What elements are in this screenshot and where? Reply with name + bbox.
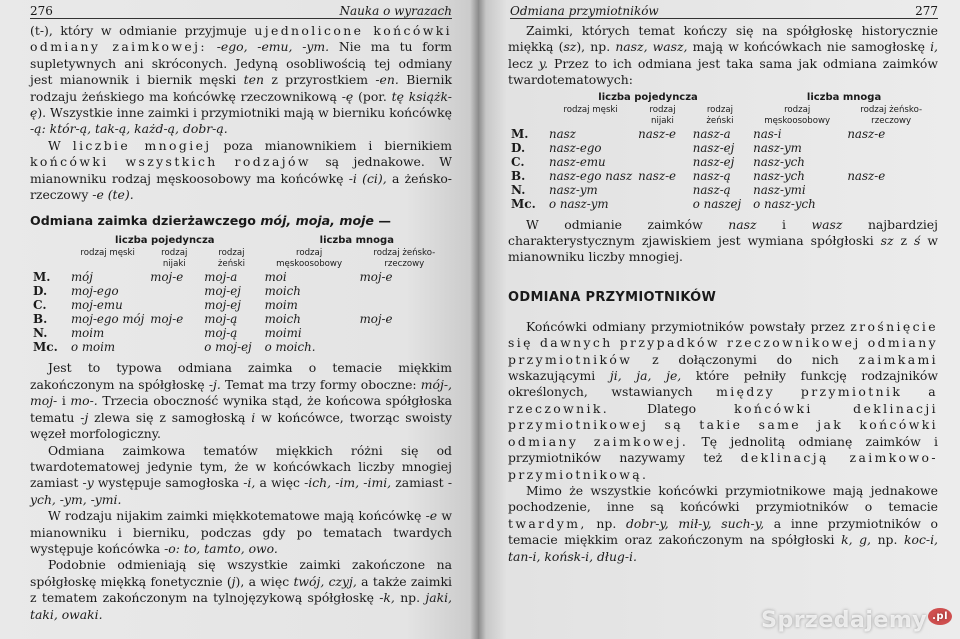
- table-row: [30, 340, 452, 354]
- text-run: twój, czyj,: [293, 573, 357, 589]
- text-run: jaki, taki, owaki.: [30, 590, 452, 622]
- text-run: ten: [243, 72, 264, 88]
- text-run: ji, ja, je,: [609, 368, 682, 384]
- text-run: nasz, wasz,: [615, 39, 688, 55]
- table-cell: nasz-ą: [692, 168, 731, 183]
- gender-subheader: rodzaj żeńsko-rzeczowy: [860, 104, 923, 126]
- table-cell: nasz-e: [638, 126, 677, 141]
- table-cell: nasz-ej: [692, 140, 735, 155]
- table-cell: o nasz-ych: [753, 196, 816, 211]
- text-run: -ą: któr-ą, tak-ą, każd-ą, dobr-ą.: [30, 121, 228, 137]
- table-cell: [357, 340, 452, 354]
- text-run: poza mianownikiem i biernikiem: [211, 137, 452, 153]
- table-cell: moj-e: [150, 312, 184, 327]
- left-running-title: Nauka o wyrazach: [339, 4, 452, 18]
- table-cell: nasz-e: [847, 126, 886, 141]
- table-cell: nasz-ego nasz: [549, 168, 633, 183]
- table-cell: nasz-e: [847, 168, 886, 183]
- text-run: -e (te).: [92, 187, 134, 203]
- text-run: między przymiotnik a rzeczownik.: [508, 384, 938, 416]
- text-run: zamiast: [391, 475, 448, 491]
- gender-subheader: rodzaj męskoosobowy: [276, 248, 343, 270]
- table-cell: [147, 326, 201, 340]
- table-cell: moj-a: [204, 270, 238, 285]
- table-cell: nasz-ym: [549, 182, 598, 197]
- table-cell: nasz-ego: [549, 140, 602, 155]
- right-page: [478, 0, 960, 639]
- text-run: (t-), który w odmianie przyjmuje: [30, 23, 255, 38]
- text-run: z przyrostkiem: [263, 72, 376, 88]
- text-run: zlewa się z samogłoską: [88, 409, 252, 425]
- text-run: deklinacją zaimkowo-przymiotnikową.: [508, 450, 938, 482]
- text-run: np.: [394, 590, 426, 606]
- table-cell: moj-e: [359, 312, 393, 327]
- table-cell: moich: [264, 312, 301, 327]
- text-run: końcówki deklinacji przymiotnikowej są takie same jak końcówki odmiany zaimkowej.: [508, 400, 938, 449]
- text-run: i,: [930, 39, 938, 55]
- left-page: [0, 0, 478, 639]
- left-paragraph-5: [30, 508, 452, 557]
- text-run: nasz: [728, 216, 757, 232]
- case-label: M.: [33, 270, 51, 285]
- table-cell: o moim: [71, 340, 116, 355]
- table-cell: moj-e: [359, 270, 393, 285]
- watermark-logo: [761, 608, 952, 633]
- text-run: Podobnie odmieniają się wszystkie zaimki zakończone na spółgłoskę miękką fonetycznie (: [30, 557, 452, 589]
- table-cell: moim: [71, 326, 105, 341]
- text-run: -k,: [379, 590, 395, 606]
- case-label: Mc.: [511, 196, 536, 211]
- text-run: twardym,: [508, 515, 587, 531]
- table-cell: nasz-emu: [549, 154, 606, 169]
- table-cell: nasz-ą: [692, 182, 731, 197]
- text-run: -o: to, tamto, owo.: [164, 540, 278, 556]
- text-run: mój-, moj-: [30, 376, 452, 409]
- table-cell: moj-emu: [71, 298, 123, 313]
- text-run: Biernik rodzaju żeńskiego ma końcówkę rzeczownikową: [30, 72, 452, 104]
- text-run: wskazującymi: [508, 368, 610, 384]
- table-row: [508, 197, 938, 211]
- text-run: końcówki wszystkich rodzajów: [30, 154, 311, 170]
- text-run: Końcówki odmiany przymiotników powstały przez: [526, 318, 851, 334]
- text-run: zaimkami: [858, 351, 938, 367]
- text-run: [207, 39, 217, 54]
- text-run: które pełniły funkcję rodzajników określonych, wstawianych: [508, 368, 938, 400]
- gender-subheader: rodzaj nijaki: [161, 248, 188, 270]
- gender-subheader: rodzaj żeńsko-rzeczowy: [373, 248, 436, 270]
- left-declension-table: [30, 234, 452, 354]
- text-run: Jest to typowa odmiana zaimka o temacie miękkim zakończonym na spółgłoskę: [30, 360, 452, 392]
- text-run: ś: [914, 233, 921, 249]
- text-run: Trzecia oboczność wynika stąd, że końcowa spółgłoska tematu: [30, 393, 452, 425]
- left-paragraph-2: [30, 138, 452, 204]
- table-cell: [357, 298, 452, 312]
- text-run: mój, moja, moje: [260, 213, 374, 229]
- table-cell: moj-ą: [204, 326, 238, 341]
- table-cell: moj-ego: [71, 284, 119, 299]
- text-run: Nie ma tu form supletywnych ani skróconych. Jedyną osobliwością tej odmiany jest mianownik i biernik męski: [30, 39, 452, 88]
- text-run: i: [251, 409, 256, 425]
- table-cell: nasz: [549, 126, 576, 141]
- text-run: ), np.: [576, 39, 616, 55]
- text-run: y.: [538, 55, 549, 71]
- case-label: C.: [511, 154, 525, 169]
- text-run: Odmiana zaimka dzierżawczego: [30, 213, 261, 229]
- case-label: B.: [33, 312, 48, 327]
- text-run: sz: [880, 233, 894, 249]
- text-run: -y: [82, 475, 94, 491]
- text-run: -i,: [243, 475, 256, 491]
- text-run: lecz: [508, 55, 539, 71]
- gender-subheader: rodzaj męski: [80, 248, 135, 259]
- text-run: Temat ma trzy formy oboczne:: [220, 376, 421, 392]
- text-run: Odmiana zaimkowa tematów miękkich różni się od twardotematowej jedynie tym, że w końcówkach liczby mnogiej zamiast: [30, 442, 452, 491]
- table-cell: nasz-ych: [753, 168, 805, 183]
- text-run: -en.: [375, 72, 399, 88]
- gender-subheader: rodzaj męskoosobowy: [764, 104, 831, 126]
- right-paragraph-2: [508, 217, 938, 266]
- text-run: W rodzaju nijakim zaimki miękkotematowe mają końcówkę: [48, 508, 426, 524]
- table-cell: nasz-ym: [753, 140, 802, 155]
- table-cell: moi: [264, 270, 287, 285]
- watermark-text: Sprzedajemy: [761, 608, 928, 633]
- table-row: [30, 312, 452, 326]
- table-cell: [147, 298, 201, 312]
- case-label: N.: [511, 182, 526, 197]
- text-run: ). Wszystkie inne zaimki i przymiotniki mają w bierniku końcówkę: [37, 105, 452, 121]
- text-run: Mimo że wszystkie końcówki przymiotnikowe mają jednakowe pochodzenie, inne są końcówki przymiotników o temacie: [508, 482, 938, 515]
- text-run: (por.: [353, 88, 392, 104]
- text-run: Dlatego: [609, 400, 735, 416]
- text-run: -j: [80, 409, 89, 425]
- text-run: a także zaimki z tematem zakończonym na tylnojęzykową spółgłoskę: [30, 573, 452, 606]
- text-run: a więc: [255, 475, 305, 491]
- text-run: ), a więc: [235, 573, 294, 589]
- table-cell: [635, 197, 690, 211]
- text-run: najbardziej charakterystycznym zjawiskiem jest wymiana spółgłoski: [508, 216, 938, 249]
- table-cell: moj-ą: [204, 312, 238, 327]
- right-declension-table: [508, 91, 938, 211]
- text-run: sz: [563, 39, 577, 55]
- text-run: ujednolicone końcówki odmiany zaimkowej:: [30, 23, 452, 55]
- text-run: wasz: [811, 216, 843, 232]
- text-run: —: [373, 213, 391, 229]
- table-row: [508, 127, 938, 141]
- table-cell: moj-ej: [204, 298, 241, 313]
- left-table-title: [30, 213, 452, 228]
- text-run: np.: [586, 515, 626, 531]
- left-running-head: [30, 0, 452, 19]
- text-run: z dołączonymi do nich: [632, 351, 859, 367]
- table-cell: [357, 326, 452, 340]
- section-heading: ODMIANA PRZYMIOTNIKÓW: [508, 289, 717, 305]
- text-run: Tę jednolitą odmianę zaimków i przymiotników nazywamy też: [508, 433, 938, 466]
- table-cell: [844, 197, 938, 211]
- text-run: zrośnięcie się dawnych przypadków rzeczownikowej odmiany przymiotników: [508, 318, 938, 367]
- table-row: [30, 270, 452, 284]
- right-page-number: 277: [915, 4, 938, 18]
- left-paragraph-3: [30, 360, 452, 442]
- text-run: Przez to ich odmiana jest taka sama jak odmiana zaimków twardotematowych:: [508, 55, 938, 88]
- case-label: C.: [33, 298, 47, 313]
- table-cell: [844, 155, 938, 169]
- text-run: Zaimki, których temat kończy się na spółgłoskę historycznie miękką (: [508, 23, 938, 55]
- table-row: [30, 284, 452, 298]
- table-cell: [635, 141, 690, 155]
- text-run: np.: [871, 532, 904, 548]
- table-cell: nas-i: [753, 126, 782, 141]
- table-cell: o moich.: [264, 340, 316, 355]
- text-run: W odmianie zaimków: [526, 216, 729, 232]
- table-cell: nasz-e: [638, 168, 677, 183]
- right-running-head: [510, 0, 938, 19]
- left-paragraph-1: [30, 23, 452, 138]
- table-cell: nasz-ej: [692, 154, 735, 169]
- table-cell: nasz-ymi: [753, 182, 806, 197]
- gender-subheader: rodzaj żeński: [217, 248, 245, 270]
- table-cell: [844, 183, 938, 197]
- gender-subheader: rodzaj nijaki: [649, 104, 676, 126]
- text-run: j: [231, 573, 236, 589]
- table-cell: moimi: [264, 326, 302, 341]
- text-run: występuje samogłoska: [93, 475, 244, 491]
- table-cell: o naszej: [692, 196, 742, 211]
- left-paragraph-6: [30, 557, 452, 623]
- case-label: B.: [511, 168, 526, 183]
- text-run: -ich, -im, -imi,: [304, 475, 392, 491]
- right-paragraph-1: [508, 23, 938, 89]
- table-cell: moim: [264, 298, 298, 313]
- text-run: i: [756, 216, 812, 232]
- table-row: [508, 169, 938, 183]
- text-run: dobr-y, mił-y, such-y,: [625, 515, 765, 531]
- table-cell: moj-e: [150, 270, 184, 285]
- watermark-suffix: .pl: [928, 608, 952, 625]
- plural-header: liczba mnoga: [806, 91, 882, 103]
- plural-header: liczba mnoga: [319, 235, 394, 247]
- table-cell: o moj-ej: [204, 340, 252, 355]
- table-row: [30, 326, 452, 340]
- table-row: [508, 183, 938, 197]
- text-run: tę książk-ę: [30, 88, 452, 121]
- text-run: z: [893, 233, 915, 249]
- text-run: -e: [425, 508, 438, 524]
- table-cell: [635, 155, 690, 169]
- table-cell: o nasz-ym: [549, 196, 609, 211]
- text-run: i: [57, 393, 71, 409]
- table-cell: [635, 183, 690, 197]
- left-paragraph-4: [30, 443, 452, 509]
- singular-header: liczba pojedyncza: [115, 235, 215, 247]
- text-run: mo-.: [70, 393, 98, 409]
- table-cell: moj-ej: [204, 284, 241, 299]
- left-page-number: 276: [30, 4, 53, 18]
- text-run: W: [48, 137, 73, 153]
- table-cell: moich: [264, 284, 301, 299]
- table-cell: nasz-a: [692, 126, 731, 141]
- text-run: a żeńsko-rzeczowy: [30, 170, 452, 203]
- text-run: koc-i, tan-i, końsk-i, dług-i.: [508, 532, 938, 564]
- table-cell: [844, 141, 938, 155]
- table-cell: [147, 340, 201, 354]
- right-running-title: Odmiana przymiotników: [510, 4, 659, 18]
- table-row: [508, 141, 938, 155]
- text-run: -ych, -ym, -ymi.: [30, 475, 452, 507]
- text-run: -i (ci),: [348, 170, 387, 186]
- text-run: w końcówce, tworząc swoisty węzeł morfologiczny.: [30, 409, 452, 442]
- text-run: -ę: [341, 88, 354, 104]
- right-paragraph-3: [508, 319, 938, 483]
- table-cell: nasz-ych: [753, 154, 805, 169]
- text-run: w mianowniku liczby mnogiej.: [508, 233, 938, 265]
- gender-subheader: rodzaj żeński: [706, 104, 734, 126]
- case-label: N.: [33, 326, 48, 341]
- table-cell: mój: [71, 270, 93, 285]
- text-run: są jednakowe. W mianowniku rodzaj męskoosobowy ma końcówkę: [30, 154, 452, 186]
- text-run: liczbie mnogiej: [72, 137, 212, 153]
- text-run: -j.: [208, 376, 221, 392]
- gender-subheader: rodzaj męski: [563, 104, 618, 115]
- text-run: k, g,: [841, 532, 871, 548]
- text-run: mają w końcówkach nie samogłoskę: [687, 39, 931, 55]
- singular-header: liczba pojedyncza: [598, 91, 698, 103]
- table-row: [30, 298, 452, 312]
- case-label: D.: [33, 284, 48, 299]
- table-cell: [357, 284, 452, 298]
- text-run: a inne przymiotników o temacie miękkim oraz zakończonym na spółgłoski: [508, 515, 938, 548]
- text-run: -ego, -emu, -ym.: [216, 39, 330, 55]
- text-run: w mianowniku i bierniku, podczas gdy po tematach twardych występuje końcówka: [30, 508, 453, 556]
- table-cell: [147, 284, 201, 298]
- table-cell: moj-ego mój: [71, 312, 145, 327]
- case-label: D.: [511, 140, 526, 155]
- right-paragraph-4: [508, 483, 938, 565]
- table-row: [508, 155, 938, 169]
- case-label: M.: [511, 126, 529, 141]
- case-label: Mc.: [33, 340, 58, 355]
